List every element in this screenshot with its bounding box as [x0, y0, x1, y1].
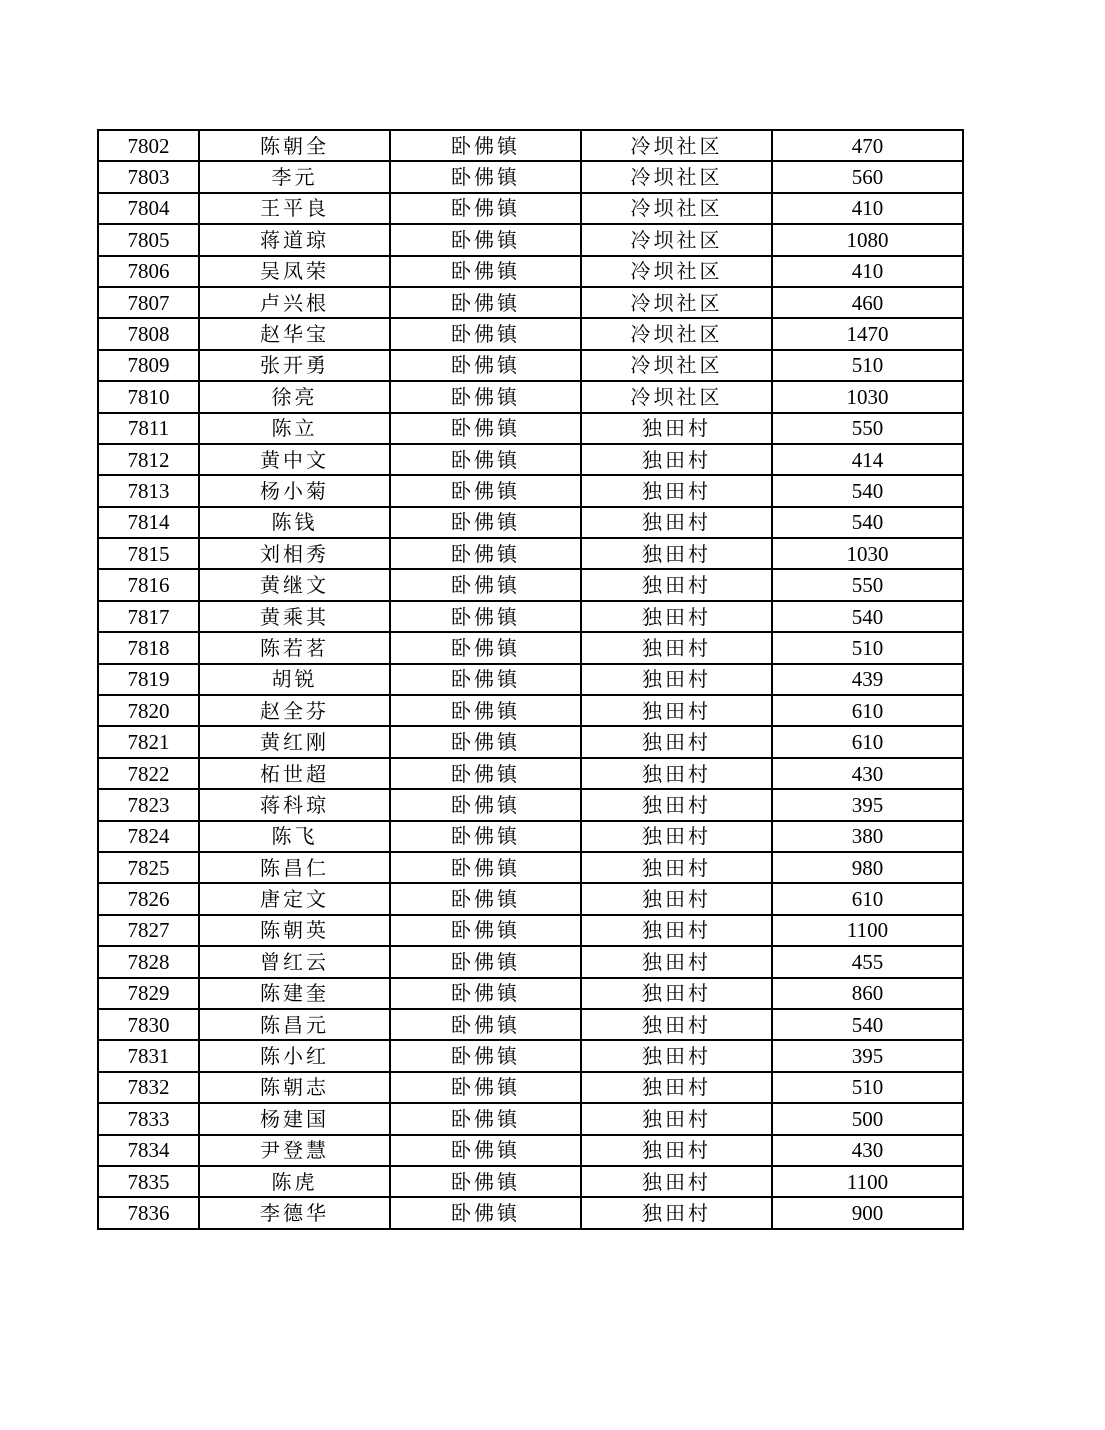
- table-row: [98, 664, 963, 695]
- amount-cell: 860: [772, 978, 963, 1009]
- table-row: [98, 726, 963, 757]
- village-cell: 冷坝社区: [581, 381, 772, 412]
- village-cell: 独田村: [581, 632, 772, 663]
- village-cell: 独田村: [581, 507, 772, 538]
- town-cell: 卧佛镇: [390, 475, 581, 506]
- person-name-cell: 陈小红: [199, 1040, 390, 1071]
- person-name-cell: 杨小菊: [199, 475, 390, 506]
- village-cell: 独田村: [581, 664, 772, 695]
- town-cell: 卧佛镇: [390, 413, 581, 444]
- amount-cell: 540: [772, 1009, 963, 1040]
- row-number-cell: 7822: [98, 758, 199, 789]
- person-name-cell: 唐定文: [199, 883, 390, 914]
- village-cell: 独田村: [581, 758, 772, 789]
- town-cell: 卧佛镇: [390, 695, 581, 726]
- table-row: [98, 821, 963, 852]
- town-cell: 卧佛镇: [390, 758, 581, 789]
- row-number-cell: 7802: [98, 130, 199, 161]
- table-row: [98, 601, 963, 632]
- amount-cell: 1100: [772, 1166, 963, 1197]
- table-row: [98, 1072, 963, 1103]
- amount-cell: 380: [772, 821, 963, 852]
- amount-cell: 1080: [772, 224, 963, 255]
- row-number-cell: 7815: [98, 538, 199, 569]
- person-name-cell: 陈飞: [199, 821, 390, 852]
- row-number-cell: 7814: [98, 507, 199, 538]
- person-name-cell: 徐亮: [199, 381, 390, 412]
- town-cell: 卧佛镇: [390, 1135, 581, 1166]
- roster-table-body: [98, 130, 963, 1229]
- amount-cell: 540: [772, 601, 963, 632]
- amount-cell: 980: [772, 852, 963, 883]
- amount-cell: 430: [772, 1135, 963, 1166]
- row-number-cell: 7808: [98, 318, 199, 349]
- amount-cell: 610: [772, 726, 963, 757]
- town-cell: 卧佛镇: [390, 601, 581, 632]
- row-number-cell: 7823: [98, 789, 199, 820]
- person-name-cell: 陈朝全: [199, 130, 390, 161]
- village-cell: 独田村: [581, 789, 772, 820]
- village-cell: 独田村: [581, 852, 772, 883]
- table-row: [98, 161, 963, 192]
- person-name-cell: 蒋道琼: [199, 224, 390, 255]
- row-number-cell: 7824: [98, 821, 199, 852]
- table-row: [98, 224, 963, 255]
- amount-cell: 900: [772, 1197, 963, 1228]
- table-row: [98, 318, 963, 349]
- row-number-cell: 7818: [98, 632, 199, 663]
- table-row: [98, 538, 963, 569]
- village-cell: 独田村: [581, 1197, 772, 1228]
- town-cell: 卧佛镇: [390, 350, 581, 381]
- row-number-cell: 7819: [98, 664, 199, 695]
- table-row: [98, 1009, 963, 1040]
- village-cell: 独田村: [581, 946, 772, 977]
- village-cell: 独田村: [581, 1135, 772, 1166]
- row-number-cell: 7825: [98, 852, 199, 883]
- row-number-cell: 7806: [98, 256, 199, 287]
- table-row: [98, 758, 963, 789]
- person-name-cell: 吴凤荣: [199, 256, 390, 287]
- table-row: [98, 130, 963, 161]
- person-name-cell: 陈朝英: [199, 915, 390, 946]
- table-row: [98, 381, 963, 412]
- row-number-cell: 7810: [98, 381, 199, 412]
- village-cell: 独田村: [581, 1166, 772, 1197]
- table-row: [98, 695, 963, 726]
- town-cell: 卧佛镇: [390, 161, 581, 192]
- village-cell: 独田村: [581, 1009, 772, 1040]
- town-cell: 卧佛镇: [390, 224, 581, 255]
- person-name-cell: 陈建奎: [199, 978, 390, 1009]
- row-number-cell: 7832: [98, 1072, 199, 1103]
- row-number-cell: 7835: [98, 1166, 199, 1197]
- table-row: [98, 1135, 963, 1166]
- row-number-cell: 7816: [98, 569, 199, 600]
- town-cell: 卧佛镇: [390, 632, 581, 663]
- row-number-cell: 7836: [98, 1197, 199, 1228]
- row-number-cell: 7817: [98, 601, 199, 632]
- village-cell: 冷坝社区: [581, 287, 772, 318]
- row-number-cell: 7811: [98, 413, 199, 444]
- amount-cell: 510: [772, 350, 963, 381]
- town-cell: 卧佛镇: [390, 915, 581, 946]
- village-cell: 独田村: [581, 883, 772, 914]
- amount-cell: 1100: [772, 915, 963, 946]
- table-row: [98, 193, 963, 224]
- table-row: [98, 1197, 963, 1228]
- town-cell: 卧佛镇: [390, 1197, 581, 1228]
- table-row: [98, 946, 963, 977]
- row-number-cell: 7831: [98, 1040, 199, 1071]
- town-cell: 卧佛镇: [390, 381, 581, 412]
- row-number-cell: 7829: [98, 978, 199, 1009]
- village-cell: 独田村: [581, 1040, 772, 1071]
- village-cell: 独田村: [581, 1103, 772, 1134]
- row-number-cell: 7828: [98, 946, 199, 977]
- amount-cell: 430: [772, 758, 963, 789]
- person-name-cell: 刘相秀: [199, 538, 390, 569]
- roster-table: [97, 129, 964, 1230]
- table-row: [98, 569, 963, 600]
- person-name-cell: 黄乘其: [199, 601, 390, 632]
- table-row: [98, 413, 963, 444]
- amount-cell: 395: [772, 1040, 963, 1071]
- amount-cell: 500: [772, 1103, 963, 1134]
- table-row: [98, 444, 963, 475]
- village-cell: 冷坝社区: [581, 350, 772, 381]
- amount-cell: 410: [772, 256, 963, 287]
- amount-cell: 1470: [772, 318, 963, 349]
- village-cell: 独田村: [581, 413, 772, 444]
- row-number-cell: 7827: [98, 915, 199, 946]
- town-cell: 卧佛镇: [390, 256, 581, 287]
- village-cell: 独田村: [581, 569, 772, 600]
- town-cell: 卧佛镇: [390, 130, 581, 161]
- person-name-cell: 陈昌仁: [199, 852, 390, 883]
- person-name-cell: 陈朝志: [199, 1072, 390, 1103]
- table-row: [98, 789, 963, 820]
- person-name-cell: 杨建国: [199, 1103, 390, 1134]
- village-cell: 独田村: [581, 601, 772, 632]
- village-cell: 独田村: [581, 821, 772, 852]
- table-row: [98, 507, 963, 538]
- person-name-cell: 陈钱: [199, 507, 390, 538]
- town-cell: 卧佛镇: [390, 1040, 581, 1071]
- village-cell: 独田村: [581, 915, 772, 946]
- row-number-cell: 7805: [98, 224, 199, 255]
- amount-cell: 439: [772, 664, 963, 695]
- table-row: [98, 287, 963, 318]
- table-row: [98, 1166, 963, 1197]
- person-name-cell: 陈若茗: [199, 632, 390, 663]
- village-cell: 独田村: [581, 1072, 772, 1103]
- row-number-cell: 7804: [98, 193, 199, 224]
- town-cell: 卧佛镇: [390, 1072, 581, 1103]
- amount-cell: 395: [772, 789, 963, 820]
- town-cell: 卧佛镇: [390, 789, 581, 820]
- person-name-cell: 曾红云: [199, 946, 390, 977]
- town-cell: 卧佛镇: [390, 318, 581, 349]
- person-name-cell: 黄中文: [199, 444, 390, 475]
- person-name-cell: 赵全芬: [199, 695, 390, 726]
- amount-cell: 460: [772, 287, 963, 318]
- row-number-cell: 7820: [98, 695, 199, 726]
- village-cell: 冷坝社区: [581, 318, 772, 349]
- person-name-cell: 卢兴根: [199, 287, 390, 318]
- person-name-cell: 李元: [199, 161, 390, 192]
- town-cell: 卧佛镇: [390, 821, 581, 852]
- town-cell: 卧佛镇: [390, 444, 581, 475]
- amount-cell: 1030: [772, 381, 963, 412]
- amount-cell: 550: [772, 569, 963, 600]
- amount-cell: 510: [772, 1072, 963, 1103]
- village-cell: 冷坝社区: [581, 224, 772, 255]
- row-number-cell: 7821: [98, 726, 199, 757]
- village-cell: 独田村: [581, 444, 772, 475]
- town-cell: 卧佛镇: [390, 726, 581, 757]
- row-number-cell: 7803: [98, 161, 199, 192]
- amount-cell: 560: [772, 161, 963, 192]
- row-number-cell: 7830: [98, 1009, 199, 1040]
- village-cell: 冷坝社区: [581, 130, 772, 161]
- person-name-cell: 陈昌元: [199, 1009, 390, 1040]
- town-cell: 卧佛镇: [390, 1103, 581, 1134]
- village-cell: 冷坝社区: [581, 161, 772, 192]
- person-name-cell: 黄继文: [199, 569, 390, 600]
- amount-cell: 550: [772, 413, 963, 444]
- row-number-cell: 7813: [98, 475, 199, 506]
- town-cell: 卧佛镇: [390, 507, 581, 538]
- amount-cell: 540: [772, 507, 963, 538]
- table-row: [98, 1040, 963, 1071]
- person-name-cell: 胡锐: [199, 664, 390, 695]
- person-name-cell: 黄红刚: [199, 726, 390, 757]
- amount-cell: 1030: [772, 538, 963, 569]
- person-name-cell: 陈立: [199, 413, 390, 444]
- town-cell: 卧佛镇: [390, 1166, 581, 1197]
- village-cell: 冷坝社区: [581, 193, 772, 224]
- amount-cell: 510: [772, 632, 963, 663]
- table-row: [98, 1103, 963, 1134]
- row-number-cell: 7833: [98, 1103, 199, 1134]
- amount-cell: 610: [772, 883, 963, 914]
- table-row: [98, 978, 963, 1009]
- town-cell: 卧佛镇: [390, 978, 581, 1009]
- amount-cell: 610: [772, 695, 963, 726]
- person-name-cell: 王平良: [199, 193, 390, 224]
- village-cell: 冷坝社区: [581, 256, 772, 287]
- table-row: [98, 915, 963, 946]
- person-name-cell: 柘世超: [199, 758, 390, 789]
- amount-cell: 410: [772, 193, 963, 224]
- table-row: [98, 883, 963, 914]
- row-number-cell: 7812: [98, 444, 199, 475]
- town-cell: 卧佛镇: [390, 538, 581, 569]
- town-cell: 卧佛镇: [390, 852, 581, 883]
- town-cell: 卧佛镇: [390, 664, 581, 695]
- village-cell: 独田村: [581, 726, 772, 757]
- person-name-cell: 张开勇: [199, 350, 390, 381]
- table-row: [98, 852, 963, 883]
- person-name-cell: 李德华: [199, 1197, 390, 1228]
- village-cell: 独田村: [581, 538, 772, 569]
- town-cell: 卧佛镇: [390, 193, 581, 224]
- village-cell: 独田村: [581, 695, 772, 726]
- table-row: [98, 475, 963, 506]
- table-row: [98, 256, 963, 287]
- person-name-cell: 蒋科琼: [199, 789, 390, 820]
- person-name-cell: 尹登慧: [199, 1135, 390, 1166]
- table-row: [98, 350, 963, 381]
- amount-cell: 470: [772, 130, 963, 161]
- town-cell: 卧佛镇: [390, 946, 581, 977]
- amount-cell: 414: [772, 444, 963, 475]
- amount-cell: 540: [772, 475, 963, 506]
- town-cell: 卧佛镇: [390, 883, 581, 914]
- amount-cell: 455: [772, 946, 963, 977]
- row-number-cell: 7834: [98, 1135, 199, 1166]
- row-number-cell: 7826: [98, 883, 199, 914]
- row-number-cell: 7809: [98, 350, 199, 381]
- person-name-cell: 陈虎: [199, 1166, 390, 1197]
- village-cell: 独田村: [581, 475, 772, 506]
- row-number-cell: 7807: [98, 287, 199, 318]
- village-cell: 独田村: [581, 978, 772, 1009]
- town-cell: 卧佛镇: [390, 287, 581, 318]
- person-name-cell: 赵华宝: [199, 318, 390, 349]
- town-cell: 卧佛镇: [390, 569, 581, 600]
- table-row: [98, 632, 963, 663]
- town-cell: 卧佛镇: [390, 1009, 581, 1040]
